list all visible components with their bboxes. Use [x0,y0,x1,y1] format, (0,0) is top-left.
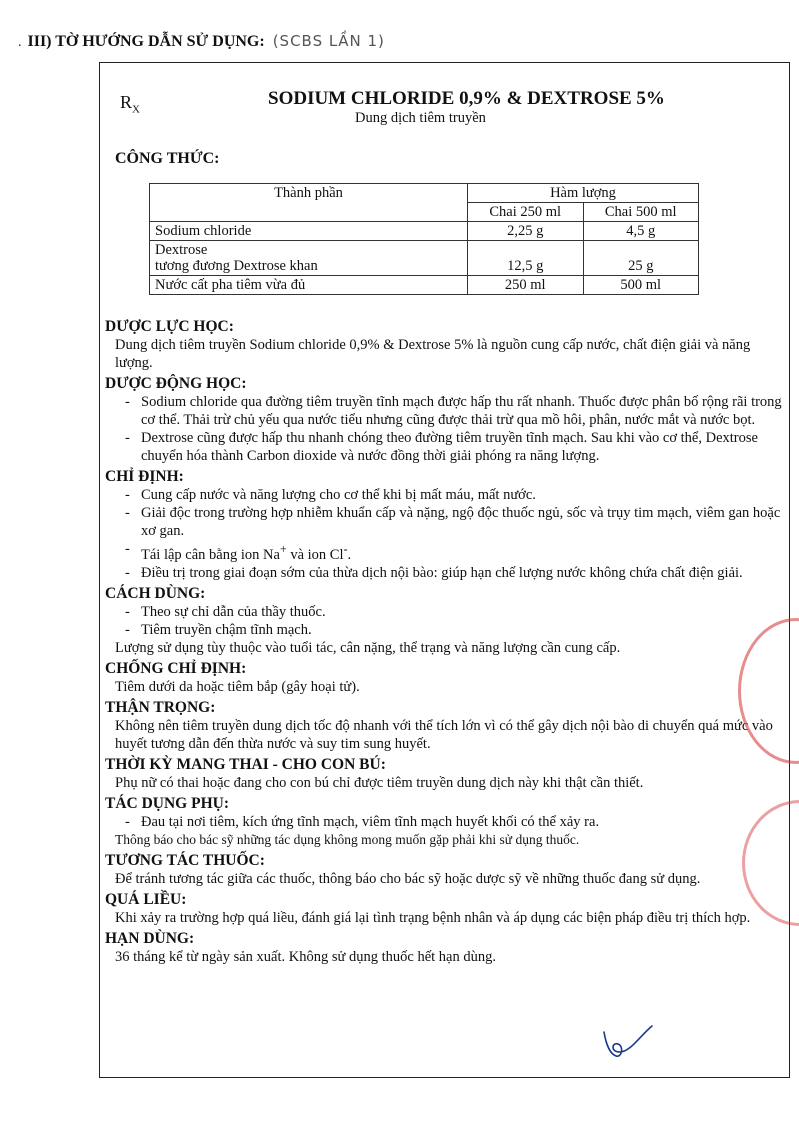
list-item: - Điều trị trong giai đoạn sớm của thừa dịch nội bào: giúp hạn chế lượng nước không chứa chất điện giải. [141,564,785,582]
handwritten-note: (SCBS LẦN 1) [272,32,385,50]
rx-r: R [120,92,133,112]
table-row [150,276,699,295]
bullet-list [105,486,785,582]
list-item: - Theo sự chỉ dẫn của thầy thuốc. [141,603,785,621]
section-text: 36 tháng kể từ ngày sản xuất. Không sử dụng thuốc hết hạn dùng. [115,948,496,965]
formula-table [149,183,699,295]
product-title: SODIUM CHLORIDE 0,9% & DEXTROSE 5% [268,88,665,109]
amount-250: 12,5 g [468,241,584,276]
rx-symbol [120,92,140,116]
margin-mark: . [18,35,22,50]
component-name: Nước cất pha tiêm vừa đủ [150,276,468,295]
list-item: - Giải độc trong trường hợp nhiễm khuẩn cấp và nặng, ngộ độc thuốc ngủ, sốc và trụy tim mạch, viêm gan hoặc xơ gan. [141,504,785,540]
list-item: - Đau tại nơi tiêm, kích ứng tĩnh mạch, viêm tĩnh mạch huyết khối có thể xảy ra. [141,813,785,831]
section-heading: DƯỢC LỰC HỌC: [105,318,234,335]
list-item [141,540,785,564]
col-header-component: Thành phần [150,184,468,222]
item-text: Tái lập cân bằng ion Na [141,546,280,563]
section-heading: CÁCH DÙNG: [105,584,206,602]
table-row [150,222,699,241]
list-item: - Tiêm truyền chậm tĩnh mạch. [141,621,785,639]
amount-250: 250 ml [468,276,584,295]
section-label: III) TỜ HƯỚNG DẪN SỬ DỤNG: [27,33,265,50]
list-item: - Cung cấp nước và năng lượng cho cơ thể khi bị mất máu, mất nước. [141,486,785,504]
list-item: - Dextrose cũng được hấp thu nhanh chóng theo đường tiêm truyền tĩnh mạch. Sau khi vào cơ thể, Dextrose chuyển hóa thành Carbon dioxide và nước đồng thời giải phóng ra năng lượng. [141,429,785,465]
superscript: + [279,542,287,556]
section-text: Phụ nữ có thai hoặc đang cho con bú chỉ được tiêm truyền dung dịch này khi thật cần thiết. [115,774,644,791]
col-header-500: Chai 500 ml [583,203,699,222]
section-text: Không nên tiêm truyền dung dịch tốc độ nhanh với thể tích lớn vì có thể gây dịch nội bào di chuyển quá mức vào huyết tương dẫn đến thừa nước và suy tim sung huyết. [115,717,773,752]
amount-500: 4,5 g [583,222,699,241]
component-name-line1: Dextrose [155,242,208,258]
bullet-list [105,393,785,465]
component-name: Sodium chloride [150,222,468,241]
section-heading: THỜI KỲ MANG THAI - CHO CON BÚ: [105,755,386,773]
section-text: Để tránh tương tác giữa các thuốc, thông báo cho bác sỹ hoặc dược sỹ về những thuốc đang sử dụng. [115,870,701,887]
section-text: Tiêm dưới da hoặc tiêm bắp (gây hoại tử). [115,678,360,695]
section-heading: CHỈ ĐỊNH: [105,468,184,485]
document-section-header [18,32,385,51]
amount-250: 2,25 g [468,222,584,241]
section-text: Thông báo cho bác sỹ những tác dụng không mong muốn gặp phải khi sử dụng thuốc. [115,831,580,847]
col-header-amount: Hàm lượng [468,184,699,203]
leaflet-content [105,317,785,966]
amount-500: 500 ml [583,276,699,295]
bullet-list [105,813,785,831]
item-text: . [347,546,352,563]
table-row [150,241,699,276]
section-text: Khi xảy ra trường hợp quá liều, đánh giá lại tình trạng bệnh nhân và áp dụng các biện pháp điều trị thích hợp. [115,909,751,926]
component-name [150,241,468,276]
superscript: - [343,542,348,556]
item-text: và ion Cl [286,546,344,563]
col-header-250: Chai 250 ml [468,203,584,222]
section-heading: TƯƠNG TÁC THUỐC: [105,851,265,869]
section-text: Lượng sử dụng tùy thuộc vào tuổi tác, cân nặng, thể trạng và năng lượng cần cung cấp. [115,639,621,656]
section-heading: QUÁ LIỀU: [105,890,187,908]
section-heading: CHỐNG CHỈ ĐỊNH: [105,659,247,677]
section-heading: TÁC DỤNG PHỤ: [105,794,229,812]
amount-500: 25 g [583,241,699,276]
list-item: - Sodium chloride qua đường tiêm truyền tĩnh mạch được hấp thu rất nhanh. Thuốc được phân bố rộng rãi trong cơ thể. Thải trừ chủ yếu qua nước tiểu nhưng cũng được thải trừ qua mồ hôi, phân, nước mắt và nước bọt. [141,393,785,429]
signature-icon [596,1022,656,1062]
rx-x: X [132,103,140,116]
component-name-line2: tương đương Dextrose khan [155,258,318,274]
section-heading: HẠN DÙNG: [105,929,195,947]
section-heading: THẬN TRỌNG: [105,698,216,716]
formula-heading: CÔNG THỨC: [115,150,220,167]
product-subtitle: Dung dịch tiêm truyền [355,110,486,126]
section-text: Dung dịch tiêm truyền Sodium chloride 0,9% & Dextrose 5% là nguồn cung cấp nước, chất điện giải và năng lượng. [115,337,751,371]
section-heading: DƯỢC ĐỘNG HỌC: [105,375,247,392]
bullet-list [105,603,785,639]
